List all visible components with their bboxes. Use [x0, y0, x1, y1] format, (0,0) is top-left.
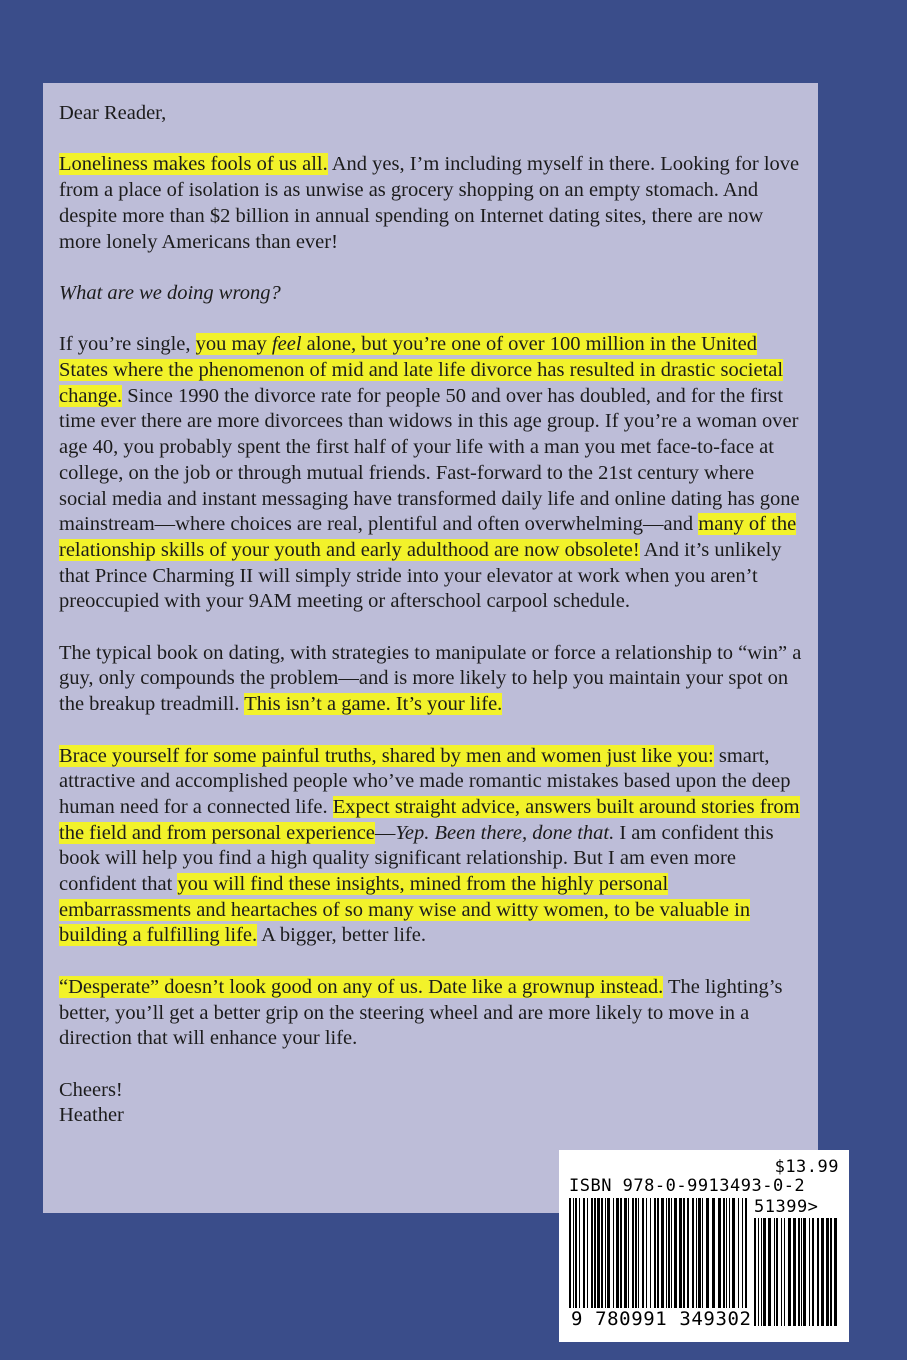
- barcode-bar: [642, 1198, 644, 1316]
- barcode-bar: [761, 1218, 762, 1326]
- barcode-bar: [601, 1198, 603, 1316]
- text: The typical book on dating, with strategies to manipulate or force a relationship to “win” a guy, only compounds the problem—and is more likely to help you maintain your spot on the breakup treadmill.: [59, 641, 802, 716]
- greeting: Dear Reader,: [59, 102, 167, 124]
- text: If you’re single,: [59, 333, 196, 356]
- barcode-bar: [638, 1198, 639, 1316]
- signature: Heather: [59, 1104, 124, 1127]
- highlight: Loneliness makes fools of us all.: [59, 153, 328, 176]
- text: Since 1990 the divorce rate for people 50 and over has doubled, and for the first time ever there are more divorcees than widows in this age group. If you’re a woman over age 40, you probably spent the first half of your life with a man you met face-to-face at college, on the job or through mutual friends. Fast-forward to the 21st century where social media and instant messaging have transformed daily life and online dating has gone mainstream—where choices are real, plentiful and often overwhelming—and: [59, 384, 800, 536]
- text: smart, attractive and accomplished people who’ve made romantic mistakes based upon the deep human need for a connected life.: [59, 744, 791, 818]
- barcode-bar: [679, 1198, 682, 1316]
- barcode-bar: [573, 1198, 574, 1316]
- paragraph-3: [59, 332, 804, 615]
- highlight: This isn’t a game. It’s your life.: [244, 693, 503, 716]
- barcode-bar: [666, 1198, 667, 1316]
- barcode-bar: [624, 1198, 627, 1316]
- barcode-bar: [646, 1198, 647, 1316]
- barcode-bar: [635, 1198, 637, 1316]
- highlight: Expect straight advice, answers built around stories from the field and from personal experience: [59, 795, 800, 844]
- barcode-bar: [763, 1218, 766, 1326]
- barcode-bar: [784, 1218, 785, 1326]
- text: And it’s unlikely that Prince Charming II will simply stride into your elevator at work when you aren’t preoccupied with your 9AM meeting or afterschool carpool schedule.: [59, 538, 782, 613]
- barcode-bar: [674, 1198, 677, 1316]
- sign-off: [59, 1078, 804, 1129]
- emphasis: Yep. Been there, done that.: [395, 821, 615, 844]
- barcode-bar: [723, 1198, 725, 1316]
- text: A bigger, better life.: [257, 924, 426, 947]
- barcode-bar: [801, 1218, 802, 1326]
- barcode-bar: [597, 1198, 600, 1316]
- closing: Cheers!: [59, 1078, 123, 1101]
- barcode-bar: [696, 1198, 697, 1316]
- barcode-bar: [657, 1198, 659, 1316]
- barcode-bar: [754, 1218, 756, 1326]
- barcode-bar: [591, 1198, 593, 1316]
- barcode-bar: [671, 1198, 672, 1316]
- highlight: “Desperate” doesn’t look good on any of us. Date like a grownup instead.: [59, 975, 664, 998]
- paragraph-5: [59, 744, 804, 950]
- barcode-bar: [706, 1198, 709, 1316]
- barcode-bar: [803, 1218, 806, 1326]
- barcode-bar: [809, 1218, 810, 1326]
- barcode-bar: [817, 1218, 819, 1326]
- barcode-bar: [620, 1198, 622, 1316]
- barcode-bar: [718, 1198, 721, 1316]
- barcode-bar: [632, 1198, 634, 1316]
- barcode-bar: [650, 1198, 651, 1316]
- text: The lighting’s better, you’ll get a better grip on the steering wheel and are more likely to move in a direction that will enhance your life.: [59, 975, 783, 1050]
- barcode-bar: [628, 1198, 629, 1316]
- barcode-bar: [654, 1198, 656, 1316]
- barcode-bar: [692, 1198, 694, 1316]
- barcode-bar: [702, 1198, 703, 1316]
- barcode-bar: [781, 1218, 782, 1326]
- emphasis: feel: [271, 333, 302, 356]
- highlight: Brace yourself for some painful truths, shared by men and women just like you:: [59, 744, 714, 767]
- highlight: many of the relationship skills of your youth and early adulthood are now obsolete!: [59, 513, 797, 561]
- barcode-bar: [812, 1218, 814, 1326]
- barcode-bar: [729, 1198, 730, 1316]
- barcode-bar: [668, 1198, 670, 1316]
- barcode-bar: [579, 1198, 580, 1316]
- barcode-bar: [613, 1198, 614, 1316]
- barcode-bar: [768, 1218, 771, 1326]
- barcode-bar: [758, 1218, 759, 1326]
- barcode-bar: [698, 1198, 701, 1316]
- addon-barcode: [754, 1218, 838, 1326]
- paragraph-6: [59, 975, 804, 1052]
- text: alone, but you’re one of over 100 million in the United States where the phenomenon of mid and late life divorce has resulted in drastic societal change.: [59, 333, 784, 407]
- barcode-bar: [732, 1198, 735, 1316]
- barcode-bar: [575, 1198, 577, 1316]
- barcode-bar: [661, 1198, 664, 1316]
- barcode-bar: [776, 1218, 778, 1326]
- barcode-bar: [793, 1218, 796, 1326]
- barcode-area: [569, 1198, 839, 1330]
- barcode-bar: [712, 1198, 715, 1316]
- letter-panel: [43, 83, 818, 1213]
- barcode-bar: [830, 1218, 832, 1326]
- barcode-bar: [583, 1198, 585, 1316]
- barcode-bar: [587, 1198, 588, 1316]
- highlight: you will find these insights, mined from the highly personal embarrassments and heartaches of so many wise and witty women, to be valuable in building a fulfilling life.: [59, 873, 751, 947]
- text: I am confident this book will help you find a high quality significant relationship. But I am even more confident that: [59, 821, 774, 896]
- text: And yes, I’m including myself in there. Looking for love from a place of isolation is as unwise as grocery shopping on an empty stomach. And despite more than $2 billion in annual spending on Internet dating sites, there are now more lonely Americans than ever!: [59, 153, 800, 253]
- barcode-bar: [788, 1218, 791, 1326]
- barcode-bar: [745, 1198, 747, 1316]
- ean-number: 9 780991 349302: [571, 1308, 752, 1330]
- isbn-label: ISBN 978-0-9913493-0-2: [569, 1176, 806, 1196]
- barcode-bar: [798, 1218, 800, 1326]
- barcode-bar: [616, 1198, 619, 1316]
- paragraph-question: What are we doing wrong?: [59, 281, 281, 304]
- barcode-bar: [742, 1198, 743, 1316]
- barcode-bar: [726, 1198, 727, 1316]
- paragraph-4: [59, 641, 804, 718]
- barcode-bar: [607, 1198, 610, 1316]
- barcode-bar: [774, 1218, 775, 1326]
- paragraph-1: [59, 152, 804, 255]
- barcode-bar: [834, 1218, 837, 1326]
- barcode-bar: [569, 1198, 571, 1316]
- ean-barcode: [569, 1198, 747, 1316]
- barcode-bar: [821, 1218, 824, 1326]
- barcode-bar: [826, 1218, 829, 1326]
- text: —: [374, 821, 396, 844]
- barcode-bar: [687, 1198, 689, 1316]
- barcode-bar: [605, 1198, 606, 1316]
- addon-number: 51399>: [754, 1197, 819, 1217]
- barcode-bar: [738, 1198, 739, 1316]
- barcode-bar: [683, 1198, 685, 1316]
- price-label: $13.99: [774, 1157, 839, 1177]
- text: you may: [195, 333, 272, 356]
- isbn-barcode-box: [559, 1150, 849, 1342]
- barcode-bar: [594, 1198, 596, 1316]
